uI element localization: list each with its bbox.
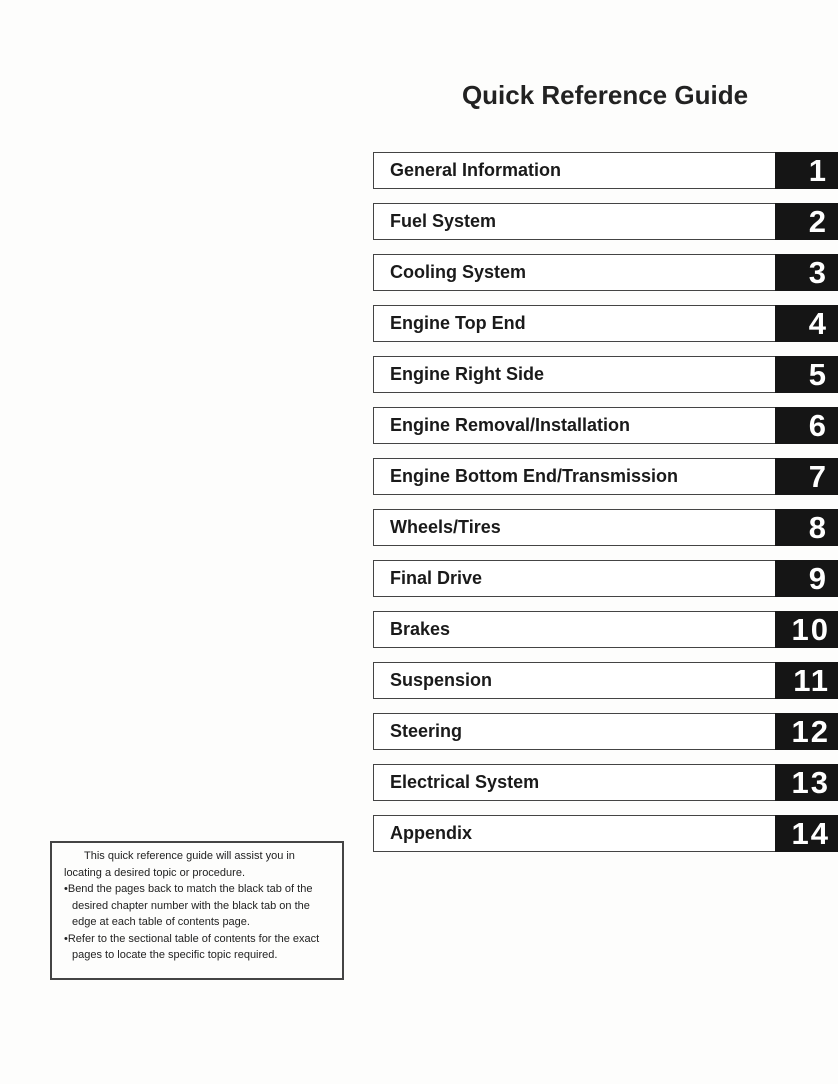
chapter-entry[interactable]: [373, 815, 838, 851]
chapter-box: [373, 611, 776, 648]
chapter-box: [373, 407, 776, 444]
chapter-number-tab[interactable]: 4: [775, 305, 838, 342]
chapter-box: [373, 458, 776, 495]
chapter-number-tab[interactable]: 14: [775, 815, 838, 852]
chapter-entry[interactable]: [373, 305, 838, 341]
chapter-label: Engine Top End: [390, 313, 526, 333]
chapter-label: General Information: [390, 160, 562, 180]
note-bullet: •Bend the pages back to match the black tab of the desired chapter number with the black tab on the edge at each table of contents page.: [64, 883, 313, 928]
chapter-box: [373, 509, 776, 546]
chapter-label: Appendix: [390, 823, 473, 843]
chapter-label: Cooling System: [390, 262, 527, 282]
chapter-number-tab[interactable]: 10: [775, 611, 838, 648]
chapter-entry[interactable]: [373, 458, 838, 494]
chapter-number-tab[interactable]: 1: [775, 152, 838, 189]
chapter-entry[interactable]: [373, 203, 838, 239]
chapter-box: [373, 305, 776, 342]
chapter-entry[interactable]: [373, 509, 838, 545]
chapter-box: [373, 560, 776, 597]
chapter-label: Electrical System: [390, 772, 540, 792]
chapter-label: Steering: [390, 721, 463, 741]
chapter-number-tab[interactable]: 9: [775, 560, 838, 597]
chapter-entry[interactable]: [373, 254, 838, 290]
chapter-label: Final Drive: [390, 568, 483, 588]
chapter-box: [373, 356, 776, 393]
chapter-entry[interactable]: [373, 152, 838, 188]
chapter-label: Engine Right Side: [390, 364, 545, 384]
chapter-label: Wheels/Tires: [390, 517, 501, 537]
chapter-number-tab[interactable]: 7: [775, 458, 838, 495]
chapter-number-tab[interactable]: 12: [775, 713, 838, 750]
chapter-number-tab[interactable]: 13: [775, 764, 838, 801]
chapter-box: [373, 203, 776, 240]
chapter-box: [373, 713, 776, 750]
chapter-number-tab[interactable]: 11: [775, 662, 838, 699]
chapter-entry[interactable]: [373, 560, 838, 596]
chapter-number-tab[interactable]: 3: [775, 254, 838, 291]
chapter-number-tab[interactable]: 6: [775, 407, 838, 444]
chapter-label: Engine Removal/Installation: [390, 415, 631, 435]
chapter-number-tab[interactable]: 2: [775, 203, 838, 240]
chapter-label: Engine Bottom End/Transmission: [390, 466, 679, 486]
chapter-box: [373, 152, 776, 189]
chapter-number-tab[interactable]: 5: [775, 356, 838, 393]
page-title: Quick Reference Guide: [461, 80, 749, 110]
chapter-box: [373, 662, 776, 699]
usage-note-box: [50, 841, 344, 980]
note-bullet: •Refer to the sectional table of contents for the exact pages to locate the specific topic required.: [64, 932, 320, 961]
chapter-box: [373, 815, 776, 852]
chapter-label: Suspension: [390, 670, 493, 690]
chapter-entry[interactable]: [373, 407, 838, 443]
note-intro: This quick reference guide will assist you in locating a desired topic or procedure.: [64, 850, 295, 879]
chapter-label: Fuel System: [390, 211, 497, 231]
chapter-entry[interactable]: [373, 764, 838, 800]
chapter-entry[interactable]: [373, 662, 838, 698]
chapter-label: Brakes: [390, 619, 451, 639]
chapter-entry[interactable]: [373, 611, 838, 647]
chapter-entry[interactable]: [373, 713, 838, 749]
chapter-box: [373, 254, 776, 291]
chapter-number-tab[interactable]: 8: [775, 509, 838, 546]
chapter-box: [373, 764, 776, 801]
chapter-entry[interactable]: [373, 356, 838, 392]
